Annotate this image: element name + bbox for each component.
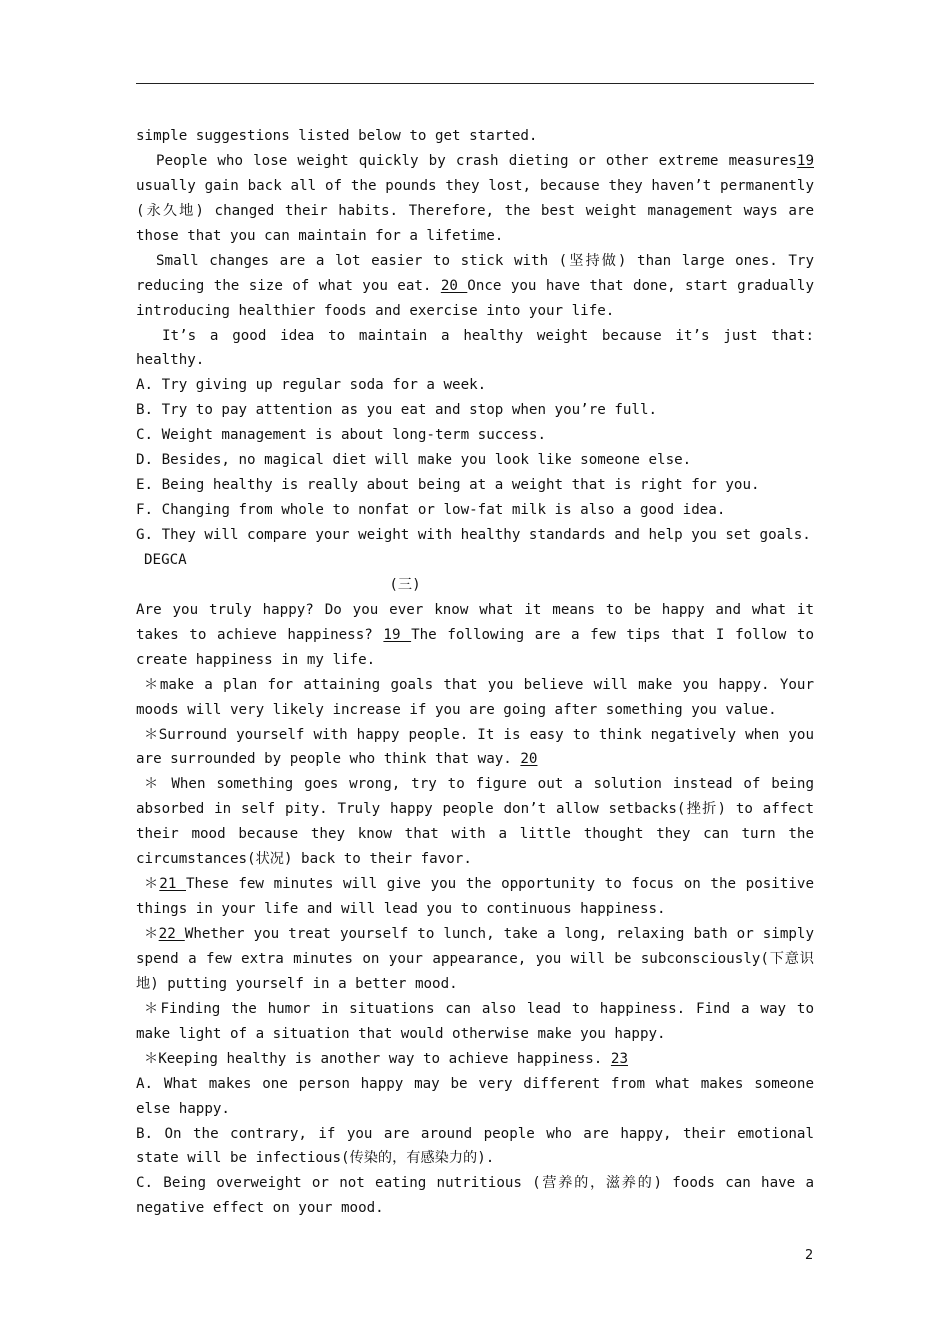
line-text: usually gain back all of the pounds they lost, because they haven’t permanently — [136, 177, 814, 194]
line-text: G. They will compare your weight with healthy standards and help you set goals. — [136, 527, 811, 543]
text-line — [136, 1196, 814, 1221]
text-line — [136, 673, 814, 698]
text-line — [136, 872, 814, 897]
text-line — [136, 698, 814, 723]
line-text: ＊ — [144, 926, 159, 942]
line-text: These few minutes will give you the opportunity to focus on the positive — [186, 876, 814, 893]
answer-blank: 21 — [159, 876, 186, 893]
line-text: ＊ — [144, 876, 160, 893]
line-text: Once you have that done, start gradually — [467, 277, 814, 294]
answer-blank: 20 — [440, 277, 468, 294]
text-line — [136, 523, 814, 548]
line-text: make light of a situation that would otherwise make you happy. — [136, 1025, 666, 1042]
page-number: 2 — [805, 1248, 814, 1263]
line-text: B. Try to pay attention as you eat and stop when you’re full. — [136, 402, 658, 419]
text-line — [136, 1171, 814, 1196]
line-text: those that you can maintain for a lifetime. — [136, 227, 504, 244]
line-text: Small changes are a lot easier to stick with (坚持做) than large ones. Try — [156, 252, 814, 269]
text-line — [136, 324, 814, 349]
text-line — [136, 1047, 814, 1072]
answer-blank: 23 — [610, 1050, 628, 1067]
line-text: healthy. — [136, 352, 205, 369]
line-text: C. Being overweight or not eating nutritious (营养的，滋养的) foods can have a — [136, 1175, 814, 1192]
text-line — [136, 797, 814, 822]
answer-blank: 22 — [158, 926, 185, 942]
text-line — [136, 747, 814, 772]
text-line — [136, 398, 814, 423]
line-text: People who lose weight quickly by crash dieting or other extreme measures — [156, 152, 797, 169]
text-line — [136, 623, 814, 648]
text-line — [136, 498, 814, 523]
header-rule — [136, 83, 814, 84]
line-text: negative effect on your mood. — [136, 1200, 384, 1217]
line-text: The following are a few tips that I follow to — [411, 626, 814, 643]
text-line — [136, 448, 814, 473]
document-body — [136, 124, 814, 1221]
text-line — [136, 423, 814, 448]
text-line — [136, 274, 814, 299]
text-line — [136, 1072, 814, 1097]
line-text: Are you truly happy? Do you ever know what it means to be happy and what it — [136, 601, 814, 618]
text-line — [136, 997, 814, 1022]
line-text: ＊Finding the humor in situations can also lead to happiness. Find a way to — [144, 1000, 814, 1017]
text-line — [136, 822, 814, 847]
line-text: B. On the contrary, if you are around people who are happy, their emotional — [136, 1125, 814, 1142]
line-text: (永久地) changed their habits. Therefore, the best weight management ways are — [136, 202, 814, 219]
line-text: F. Changing from whole to nonfat or low-fat milk is also a good idea. — [136, 502, 726, 519]
line-text: Whether you treat yourself to lunch, take a long, relaxing bath or simply — [184, 926, 814, 942]
text-line — [136, 1097, 814, 1122]
text-line — [136, 224, 814, 249]
text-line — [136, 548, 814, 573]
line-text: ＊Keeping healthy is another way to achieve happiness. — [144, 1050, 611, 1067]
line-text: C. Weight management is about long-term success. — [136, 427, 546, 444]
line-text: things in your life and will lead you to continuous happiness. — [136, 901, 666, 918]
line-text: 地) putting yourself in a better mood. — [136, 975, 458, 992]
line-text: D. Besides, no magical diet will make you look like someone else. — [136, 452, 692, 469]
text-line — [136, 598, 814, 623]
text-line — [136, 1122, 814, 1147]
line-text: simple suggestions listed below to get started. — [136, 128, 538, 144]
line-text: circumstances(状况) back to their favor. — [136, 851, 472, 868]
text-line — [136, 847, 814, 872]
text-line — [136, 922, 814, 947]
line-text: spend a few extra minutes on your appearance, you will be subconsciously(下意识 — [136, 950, 814, 967]
line-text: DEGCA — [144, 551, 187, 568]
line-text: (三) — [389, 576, 421, 593]
line-text: It’s a good idea to maintain a healthy weight because it’s just that: — [162, 327, 814, 344]
line-text: takes to achieve happiness? — [136, 626, 384, 643]
line-text: A. What makes one person happy may be very different from what makes someone — [136, 1075, 814, 1092]
text-line — [136, 772, 814, 797]
line-text: A. Try giving up regular soda for a week. — [136, 377, 487, 394]
text-line — [136, 972, 814, 997]
text-line — [136, 174, 814, 199]
text-line — [136, 1022, 814, 1047]
line-text: state will be infectious(传染的，有感染力的). — [136, 1150, 495, 1167]
line-text: absorbed in self pity. Truly happy people don’t allow setbacks(挫折) to affect — [136, 801, 814, 818]
line-text: else happy. — [136, 1100, 230, 1117]
text-line — [136, 149, 814, 174]
text-line — [136, 897, 814, 922]
text-line — [136, 373, 814, 398]
text-line — [136, 723, 814, 748]
answer-blank: 20 — [520, 751, 538, 768]
text-line — [136, 199, 814, 224]
text-line — [136, 249, 814, 274]
line-text: moods will very likely increase if you are going after something you value. — [136, 701, 777, 718]
line-text: create happiness in my life. — [136, 651, 376, 668]
line-text: reducing the size of what you eat. — [136, 277, 441, 294]
text-line — [136, 473, 814, 498]
answer-blank: 19 — [796, 152, 814, 169]
line-text: introducing healthier foods and exercise into your life. — [136, 302, 615, 319]
text-line — [136, 947, 814, 972]
line-text: are surrounded by people who think that way. — [136, 751, 521, 768]
answer-blank: 19 — [383, 626, 412, 643]
text-line — [136, 648, 814, 673]
text-line — [136, 1146, 814, 1171]
text-line — [136, 348, 814, 373]
text-line — [136, 299, 814, 324]
line-text: ＊ When something goes wrong, try to figure out a solution instead of being — [144, 776, 814, 793]
line-text: their mood because they know that with a little thought they can turn the — [136, 826, 814, 843]
text-line — [136, 573, 814, 598]
line-text: E. Being healthy is really about being at a weight that is right for you. — [136, 477, 760, 494]
line-text: ＊make a plan for attaining goals that you believe will make you happy. Your — [144, 676, 814, 693]
text-line — [136, 124, 814, 149]
line-text: ＊Surround yourself with happy people. It is easy to think negatively when you — [144, 726, 814, 743]
